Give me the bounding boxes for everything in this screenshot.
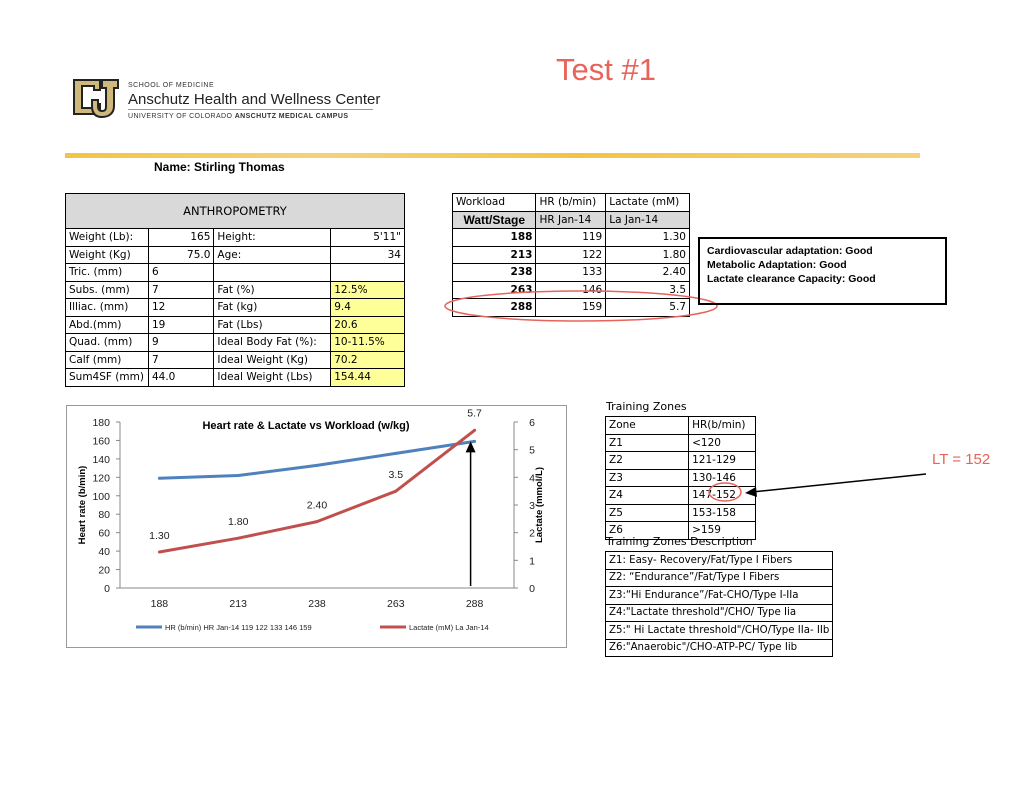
hr-cell: 122 bbox=[536, 246, 606, 264]
x-tick-label: 288 bbox=[465, 598, 484, 610]
zone-cell: Z2 bbox=[606, 452, 689, 470]
table-row bbox=[606, 622, 833, 640]
row-label: Weight (Lb): bbox=[66, 229, 149, 247]
chart-svg bbox=[66, 405, 567, 648]
y-tick-label-right: 4 bbox=[529, 472, 535, 485]
patient-name: Name: Stirling Thomas bbox=[154, 160, 285, 174]
row-label: Illiac. (mm) bbox=[66, 299, 149, 317]
zone-cell: Z6 bbox=[606, 522, 689, 540]
workload-cell: 188 bbox=[453, 229, 536, 247]
table-row bbox=[606, 434, 756, 452]
column-header: Zone bbox=[606, 417, 689, 435]
y-tick-label-right: 3 bbox=[529, 500, 535, 512]
y-tick-label-left: 140 bbox=[92, 453, 110, 466]
y-tick-label-left: 40 bbox=[98, 546, 110, 559]
summary-line: Metabolic Adaptation: Good bbox=[707, 259, 847, 271]
test-title: Test #1 bbox=[556, 52, 656, 87]
y-tick-label-left: 60 bbox=[98, 527, 110, 540]
row-value: 34 bbox=[331, 246, 405, 264]
zone-description: Z6:"Anaerobic"/CHO-ATP-PC/ Type Iib bbox=[606, 639, 833, 657]
hr-cell: 133 bbox=[536, 264, 606, 282]
table-header-row bbox=[606, 417, 756, 435]
hr-data-point bbox=[158, 477, 161, 480]
hr-lactate-chart bbox=[66, 405, 567, 648]
workload-cell: 213 bbox=[453, 246, 536, 264]
row-value: 44.0 bbox=[148, 369, 213, 387]
adaptation-summary-box bbox=[698, 237, 947, 305]
lactate-data-point bbox=[316, 520, 319, 523]
lactate-data-point bbox=[394, 490, 397, 493]
y-tick-label-left: 0 bbox=[104, 583, 110, 595]
center-name: Anschutz Health and Wellness Center bbox=[128, 91, 381, 108]
lactate-data-point bbox=[473, 429, 476, 432]
hr-cell: 146 bbox=[536, 281, 606, 299]
y-tick-label-left: 20 bbox=[98, 564, 110, 577]
row-value bbox=[331, 264, 405, 282]
hr-data-point bbox=[316, 464, 319, 467]
lactate-data-label: 5.7 bbox=[467, 407, 482, 420]
anthropometry-table bbox=[65, 193, 405, 387]
row-value: 12 bbox=[148, 299, 213, 317]
university-label: UNIVERSITY OF COLORADO ANSCHUTZ MEDICAL CAMPUS bbox=[128, 113, 349, 120]
zone-description-table bbox=[605, 551, 833, 657]
zone-description: Z5:" Hi Lactate threshold"/CHO/Type IIa- IIb bbox=[606, 622, 833, 640]
training-zones-caption: Training Zones bbox=[606, 400, 687, 413]
table-row bbox=[66, 351, 405, 369]
summary-line: Lactate clearance Capacity: Good bbox=[707, 273, 876, 285]
row-value: 12.5% bbox=[331, 281, 405, 299]
lactate-cell: 1.30 bbox=[606, 229, 690, 247]
row-label: Ideal Weight (Kg) bbox=[214, 351, 331, 369]
hr-range-cell: 130-146 bbox=[689, 469, 756, 487]
x-tick-label: 238 bbox=[308, 598, 326, 610]
hr-range-cell: <120 bbox=[689, 434, 756, 452]
y-tick-label-right: 1 bbox=[529, 555, 535, 568]
x-tick-label: 188 bbox=[150, 598, 169, 610]
column-header: Workload bbox=[453, 194, 536, 212]
column-subheader: Watt/Stage bbox=[453, 211, 536, 229]
row-value: 7 bbox=[148, 351, 213, 369]
zone-description: Z3:“Hi Endurance”/Fat-CHO/Type I-IIa bbox=[606, 587, 833, 605]
table-header-row bbox=[453, 194, 690, 212]
y-tick-label-right: 5 bbox=[529, 444, 535, 457]
workload-cell: 263 bbox=[453, 281, 536, 299]
hr-data-point bbox=[473, 440, 476, 443]
row-label: Ideal Body Fat (%): bbox=[214, 334, 331, 352]
lt-row-highlight-ellipse bbox=[442, 288, 722, 326]
row-value: 70.2 bbox=[331, 351, 405, 369]
row-label: Tric. (mm) bbox=[66, 264, 149, 282]
column-subheader: La Jan-14 bbox=[606, 211, 690, 229]
y-tick-label-left: 180 bbox=[92, 417, 110, 429]
row-label: Subs. (mm) bbox=[66, 281, 149, 299]
x-tick-label: 263 bbox=[387, 598, 405, 610]
zone-description: Z4:"Lactate threshold"/CHO/ Type Iia bbox=[606, 604, 833, 622]
y-tick-label-right: 0 bbox=[529, 583, 535, 595]
row-label: Fat (Lbs) bbox=[214, 316, 331, 334]
row-label bbox=[214, 264, 331, 282]
row-label: Calf (mm) bbox=[66, 351, 149, 369]
hr-range-cell: 121-129 bbox=[689, 452, 756, 470]
anthropometry-title: ANTHROPOMETRY bbox=[66, 194, 405, 229]
lactate-data-label: 1.30 bbox=[149, 530, 170, 543]
table-row bbox=[453, 229, 690, 247]
row-value: 10-11.5% bbox=[331, 334, 405, 352]
row-value: 9.4 bbox=[331, 299, 405, 317]
zone-cell: Z3 bbox=[606, 469, 689, 487]
chart-frame bbox=[67, 406, 567, 648]
row-value: 5'11" bbox=[331, 229, 405, 247]
y-tick-label-right: 6 bbox=[529, 417, 535, 429]
lactate-data-label: 3.5 bbox=[388, 469, 404, 482]
row-value: 154.44 bbox=[331, 369, 405, 387]
zone-description-caption: Training Zones Description bbox=[606, 535, 753, 548]
row-label: Fat (kg) bbox=[214, 299, 331, 317]
table-row bbox=[66, 299, 405, 317]
zone-description: Z1: Easy- Recovery/Fat/Type I Fibers bbox=[606, 552, 833, 570]
hr-range-cell: 153-158 bbox=[689, 504, 756, 522]
header-divider bbox=[128, 109, 373, 110]
school-label: SCHOOL OF MEDICINE bbox=[128, 82, 215, 89]
row-label: Fat (%) bbox=[214, 281, 331, 299]
row-value: 9 bbox=[148, 334, 213, 352]
table-subheader-row bbox=[453, 211, 690, 229]
row-value: 165 bbox=[148, 229, 213, 247]
row-label: Height: bbox=[214, 229, 331, 247]
summary-line: Cardiovascular adaptation: Good bbox=[707, 245, 873, 257]
workload-cell: 238 bbox=[453, 264, 536, 282]
chart-title: Heart rate & Lactate vs Workload (w/kg) bbox=[202, 420, 410, 432]
x-tick-label: 213 bbox=[229, 598, 247, 610]
table-row bbox=[606, 604, 833, 622]
table-row bbox=[66, 316, 405, 334]
table-row bbox=[606, 639, 833, 657]
lactate-data-label: 1.80 bbox=[227, 516, 249, 529]
legend-label-hr: HR (b/min) HR Jan-14 119 122 133 146 159 bbox=[165, 623, 312, 632]
lactate-data-label: 2.40 bbox=[306, 499, 328, 512]
zone-cell: Z1 bbox=[606, 434, 689, 452]
column-header: HR(b/min) bbox=[689, 417, 756, 435]
y-tick-label-right: 2 bbox=[529, 527, 535, 540]
lt-annotation-arrow bbox=[690, 466, 940, 516]
row-value: 6 bbox=[148, 264, 213, 282]
table-row bbox=[606, 587, 833, 605]
table-row bbox=[606, 569, 833, 587]
zone-cell: Z5 bbox=[606, 504, 689, 522]
cu-logo-icon bbox=[72, 76, 120, 120]
row-value: 75.0 bbox=[148, 246, 213, 264]
table-row bbox=[66, 246, 405, 264]
table-row bbox=[66, 264, 405, 282]
lactate-cell: 1.80 bbox=[606, 246, 690, 264]
lactate-cell: 5.7 bbox=[606, 299, 690, 317]
hr-cell: 159 bbox=[536, 299, 606, 317]
row-label: Ideal Weight (Lbs) bbox=[214, 369, 331, 387]
column-header: Lactate (mM) bbox=[606, 194, 690, 212]
y-tick-label-left: 160 bbox=[92, 435, 110, 448]
y-tick-label-left: 100 bbox=[92, 490, 110, 503]
y-axis-title-left: Heart rate (b/min) bbox=[77, 465, 88, 545]
hr-range-cell: 147-152 bbox=[689, 487, 756, 505]
table-row bbox=[453, 246, 690, 264]
zone-description: Z2: “Endurance”/Fat/Type I Fibers bbox=[606, 569, 833, 587]
table-row bbox=[66, 334, 405, 352]
lactate-cell: 2.40 bbox=[606, 264, 690, 282]
legend-label-lactate: Lactate (mM) La Jan-14 bbox=[409, 623, 489, 632]
lactate-data-point bbox=[158, 551, 161, 554]
hr-data-point bbox=[237, 474, 240, 477]
gold-divider bbox=[65, 153, 920, 158]
lactate-cell: 3.5 bbox=[606, 281, 690, 299]
row-value: 20.6 bbox=[331, 316, 405, 334]
hr-range-cell: >159 bbox=[689, 522, 756, 540]
row-value: 7 bbox=[148, 281, 213, 299]
table-row bbox=[453, 264, 690, 282]
table-row bbox=[606, 552, 833, 570]
y-axis-title-right: Lactate (mmol/L) bbox=[534, 466, 545, 544]
row-label: Weight (Kg) bbox=[66, 246, 149, 264]
y-tick-label-left: 120 bbox=[92, 472, 110, 485]
lactate-data-point bbox=[237, 537, 240, 540]
y-tick-label-left: 80 bbox=[98, 509, 110, 522]
workload-cell: 288 bbox=[453, 299, 536, 317]
hr-data-point bbox=[394, 452, 397, 455]
zone-cell: Z4 bbox=[606, 487, 689, 505]
lt-annotation: LT = 152 bbox=[932, 451, 991, 468]
row-label: Abd.(mm) bbox=[66, 316, 149, 334]
row-value: 19 bbox=[148, 316, 213, 334]
table-row bbox=[66, 229, 405, 247]
row-label: Age: bbox=[214, 246, 331, 264]
column-subheader: HR Jan-14 bbox=[536, 211, 606, 229]
table-row bbox=[66, 281, 405, 299]
row-label: Quad. (mm) bbox=[66, 334, 149, 352]
table-row bbox=[66, 369, 405, 387]
hr-cell: 119 bbox=[536, 229, 606, 247]
column-header: HR (b/min) bbox=[536, 194, 606, 212]
row-label: Sum4SF (mm) bbox=[66, 369, 149, 387]
